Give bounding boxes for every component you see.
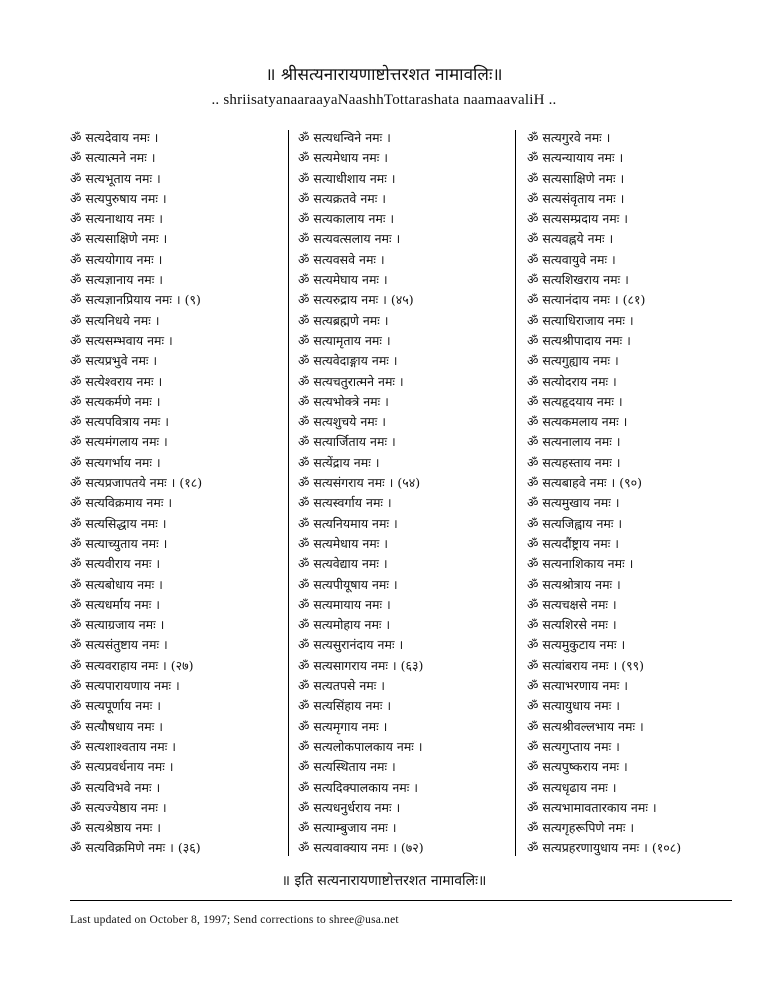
name-line: ॐ सत्यमुकुटाय नमः । bbox=[527, 637, 626, 653]
name-line: ॐ सत्यसिंहाय नमः । bbox=[298, 698, 392, 714]
name-line: ॐ सत्यमायाय नमः । bbox=[298, 596, 391, 612]
name-line: ॐ सत्यप्रहरणायुधाय नमः । (१०८) bbox=[527, 840, 682, 856]
closing-line: ॥ इति सत्यनारायणाष्टोत्तरशत नामावलिः॥ bbox=[281, 873, 487, 889]
name-line: ॐ सत्यवराहाय नमः । (२७) bbox=[70, 657, 194, 673]
name-line: ॐ सत्यपूर्णाय नमः । bbox=[70, 698, 161, 714]
footnote: Last updated on October 8, 1997; Send corrections to shree@usa.net bbox=[70, 914, 399, 926]
name-line: ॐ सत्योदराय नमः । bbox=[527, 373, 617, 389]
name-line: ॐ सत्यप्रजापतये नमः । (१८) bbox=[70, 475, 203, 491]
name-line: ॐ सत्यज्येष्ठाय नमः । bbox=[70, 799, 167, 815]
name-line: ॐ सत्यमेघाय नमः । bbox=[298, 272, 388, 288]
name-line: ॐ सत्यगुरवे नमः । bbox=[527, 130, 611, 145]
name-line: ॐ सत्यभोक्त्रे नमः । bbox=[298, 393, 389, 409]
name-line: ॐ सत्यायुधाय नमः । bbox=[527, 698, 620, 714]
name-line: ॐ सत्यलोकपालकाय नमः । bbox=[298, 738, 423, 754]
name-line: ॐ सत्यार्जिताय नमः । bbox=[298, 434, 396, 450]
name-line: ॐ सत्यसाक्षिणे नमः । bbox=[70, 231, 168, 247]
name-line: ॐ सत्यसागराय नमः । (६३) bbox=[298, 657, 424, 673]
name-line: ॐ सत्यस्वर्गाय नमः । bbox=[298, 495, 392, 511]
names-column-2 bbox=[298, 128, 508, 859]
name-line: ॐ सत्यनाशिकाय नमः । bbox=[527, 556, 634, 572]
name-line: ॐ सत्यमंगलाय नमः । bbox=[70, 434, 168, 450]
name-line: ॐ सत्यगुप्ताय नमः । bbox=[527, 738, 620, 754]
name-line: ॐ सत्यमुखाय नमः । bbox=[527, 495, 620, 511]
name-line: ॐ सत्यभूताय नमः । bbox=[70, 170, 161, 186]
name-line: ॐ सत्यवह्नये नमः । bbox=[527, 231, 614, 247]
name-line: ॐ सत्यांबराय नमः । (९९) bbox=[527, 657, 645, 673]
name-line: ॐ सत्यशिखराय नमः । bbox=[527, 272, 629, 288]
name-line: ॐ सत्यसाक्षिणे नमः । bbox=[527, 170, 625, 186]
name-line: ॐ सत्यहस्ताय नमः । bbox=[527, 454, 621, 470]
name-line: ॐ सत्यनियमाय नमः । bbox=[298, 515, 398, 531]
name-line: ॐ सत्यजिह्वाय नमः । bbox=[527, 515, 623, 531]
name-line: ॐ सत्यपुष्कराय नमः । bbox=[527, 759, 628, 775]
name-line: ॐ सत्यदौंष्ट्राय नमः । bbox=[527, 535, 619, 551]
name-line: ॐ सत्यसंगराय नमः । (५४) bbox=[298, 475, 421, 491]
column-divider bbox=[288, 130, 289, 856]
name-line: ॐ सत्यशिरसे नमः । bbox=[527, 617, 617, 633]
name-line: ॐ सत्यदेवाय नमः । bbox=[70, 130, 159, 145]
name-line: ॐ सत्यप्रभुवे नमः । bbox=[70, 353, 158, 369]
name-line: ॐ सत्यविभवे नमः । bbox=[70, 779, 161, 795]
name-line: ॐ सत्यचतुरात्मने नमः । bbox=[298, 373, 404, 389]
name-line: ॐ सत्येंद्राय नमः । bbox=[298, 454, 380, 470]
name-line: ॐ सत्यमेधाय नमः । bbox=[298, 150, 388, 166]
name-line: ॐ सत्यगुह्याय नमः । bbox=[527, 353, 619, 369]
name-line: ॐ सत्यबाहवे नमः । (९०) bbox=[527, 475, 643, 491]
name-line: ॐ सत्यमेधाय नमः । bbox=[298, 535, 388, 551]
name-line: ॐ सत्यमोहाय नमः । bbox=[298, 617, 391, 633]
name-line: ॐ सत्यपुरुषाय नमः । bbox=[70, 190, 167, 206]
name-line: ॐ सत्याच्युताय नमः । bbox=[70, 535, 168, 551]
name-line: ॐ सत्यकमलाय नमः । bbox=[527, 414, 628, 430]
name-line: ॐ सत्यगृहरूपिणे नमः । bbox=[527, 820, 635, 836]
name-line: ॐ सत्यज्ञानप्रियाय नमः । (९) bbox=[70, 292, 201, 308]
name-line: ॐ सत्याधीशाय नमः । bbox=[298, 170, 396, 186]
name-line: ॐ सत्यवीराय नमः । bbox=[70, 556, 161, 572]
name-line: ॐ सत्यपवित्राय नमः । bbox=[70, 414, 169, 430]
name-line: ॐ सत्यशुचये नमः । bbox=[298, 414, 387, 430]
name-line: ॐ सत्यसम्प्रदाय नमः । bbox=[527, 211, 628, 227]
name-line: ॐ सत्यसंवृताय नमः । bbox=[527, 190, 625, 206]
name-line: ॐ सत्यधन्विने नमः । bbox=[298, 130, 391, 145]
name-line: ॐ सत्यश्रेष्ठाय नमः । bbox=[70, 820, 162, 836]
name-line: ॐ सत्यन्यायाय नमः । bbox=[527, 150, 624, 166]
name-line: ॐ सत्यनाथाय नमः । bbox=[70, 211, 163, 227]
name-line: ॐ सत्यस्थिताय नमः । bbox=[298, 759, 396, 775]
name-line: ॐ सत्यवाक्याय नमः । (७२) bbox=[298, 840, 424, 856]
column-divider bbox=[515, 130, 516, 856]
name-line: ॐ सत्यपीयूषाय नमः । bbox=[298, 576, 398, 592]
name-line: ॐ सत्यामृताय नमः । bbox=[298, 332, 391, 348]
names-column-3 bbox=[527, 128, 747, 859]
name-line: ॐ सत्यवसवे नमः । bbox=[298, 251, 385, 267]
name-line: ॐ सत्यशाश्वताय नमः । bbox=[70, 738, 176, 754]
name-line: ॐ सत्याभरणाय नमः । bbox=[527, 678, 628, 694]
name-line: ॐ सत्यधनुर्धराय नमः । bbox=[298, 799, 401, 815]
name-line: ॐ सत्यज्ञानाय नमः । bbox=[70, 272, 163, 288]
name-line: ॐ सत्यचक्षसे नमः । bbox=[527, 596, 617, 612]
name-line: ॐ सत्यसुरानंदाय नमः । bbox=[298, 637, 404, 653]
name-line: ॐ सत्यगर्भाय नमः । bbox=[70, 454, 161, 470]
page-subtitle-transliteration: .. shriisatyanaaraayaNaashhTottarashata naamaavaliH .. bbox=[211, 92, 557, 108]
name-line: ॐ सत्यसम्भवाय नमः । bbox=[70, 332, 173, 348]
name-line: ॐ सत्यवत्सलाय नमः । bbox=[298, 231, 401, 247]
name-line: ॐ सत्यकर्मणे नमः । bbox=[70, 393, 161, 409]
name-line: ॐ सत्यतपसे नमः । bbox=[298, 678, 385, 694]
name-line: ॐ सत्येश्वराय नमः । bbox=[70, 373, 163, 389]
page-title: ॥ श्रीसत्यनारायणाष्टोत्तरशत नामावलिः॥ bbox=[265, 65, 503, 85]
name-line: ॐ सत्यनिधये नमः । bbox=[70, 312, 160, 328]
name-line: ॐ सत्यौषधाय नमः । bbox=[70, 718, 163, 734]
name-line: ॐ सत्यसिद्धाय नमः । bbox=[70, 515, 167, 531]
name-line: ॐ सत्यानंदाय नमः । (८१) bbox=[527, 292, 646, 308]
name-line: ॐ सत्याम्बुजाय नमः । bbox=[298, 820, 397, 836]
names-column-1 bbox=[70, 128, 280, 859]
name-line: ॐ सत्यश्रीवल्लभाय नमः । bbox=[527, 718, 644, 734]
name-line: ॐ सत्यवायुवे नमः । bbox=[527, 251, 616, 267]
footer-rule bbox=[70, 900, 732, 901]
name-line: ॐ सत्यभामावतारकाय नमः । bbox=[527, 799, 657, 815]
name-line: ॐ सत्यहृदयाय नमः । bbox=[527, 393, 623, 409]
name-line: ॐ सत्यधर्माय नमः । bbox=[70, 596, 160, 612]
name-line: ॐ सत्यसंतुष्टाय नमः । bbox=[70, 637, 168, 653]
name-line: ॐ सत्याधिराजाय नमः । bbox=[527, 312, 634, 328]
name-line: ॐ सत्यवेद्याय नमः । bbox=[298, 556, 388, 572]
name-line: ॐ सत्यरुद्राय नमः । (४५) bbox=[298, 292, 414, 308]
name-line: ॐ सत्याग्रजाय नमः । bbox=[70, 617, 165, 633]
name-line: ॐ सत्यप्रवर्धनाय नमः । bbox=[70, 759, 174, 775]
name-line: ॐ सत्यवेदाङ्गाय नमः । bbox=[298, 353, 398, 369]
name-line: ॐ सत्यविक्रमाय नमः । bbox=[70, 495, 173, 511]
name-line: ॐ सत्यपारायणाय नमः । bbox=[70, 678, 180, 694]
name-line: ॐ सत्यात्मने नमः । bbox=[70, 150, 156, 166]
name-line: ॐ सत्ययोगाय नमः । bbox=[70, 251, 163, 267]
name-line: ॐ सत्यश्रीपादाय नमः । bbox=[527, 332, 631, 348]
name-line: ॐ सत्यविक्रमिणे नमः । (३६) bbox=[70, 840, 201, 856]
name-line: ॐ सत्यब्रह्मणे नमः । bbox=[298, 312, 389, 328]
name-line: ॐ सत्यमृगाय नमः । bbox=[298, 718, 388, 734]
name-line: ॐ सत्यधृढाय नमः । bbox=[527, 779, 617, 795]
name-line: ॐ सत्यक्रतवे नमः । bbox=[298, 190, 386, 206]
name-line: ॐ सत्यनालाय नमः । bbox=[527, 434, 621, 450]
name-line: ॐ सत्यबोधाय नमः । bbox=[70, 576, 163, 592]
name-line: ॐ सत्यदिक्पालकाय नमः । bbox=[298, 779, 418, 795]
name-line: ॐ सत्यकालाय नमः । bbox=[298, 211, 395, 227]
name-line: ॐ सत्यश्रोत्राय नमः । bbox=[527, 576, 621, 592]
